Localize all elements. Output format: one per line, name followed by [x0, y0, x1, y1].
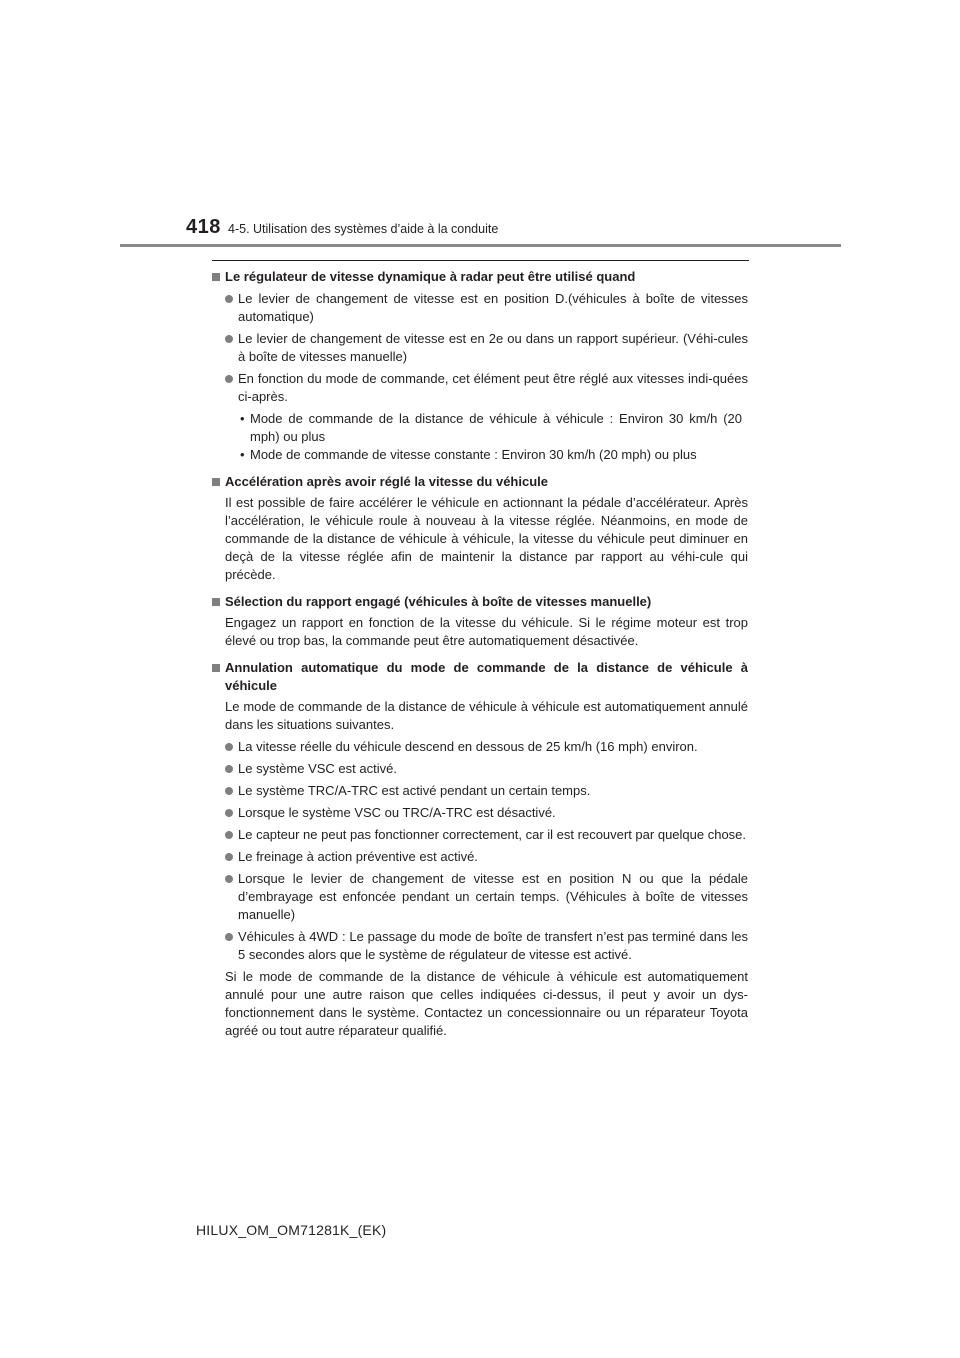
list-item — [212, 848, 748, 866]
round-bullet-icon — [225, 853, 233, 861]
paragraph: Engagez un rapport en fonction de la vitesse du véhicule. Si le régime moteur est trop élevé ou trop bas, la commande peut être automatiquement désactivée. — [225, 615, 748, 648]
list-item — [212, 738, 748, 756]
list-item — [212, 290, 748, 326]
paragraph: Le mode de commande de la distance de véhicule à véhicule est automatiquement annulé dans les situations suivantes. — [225, 699, 748, 732]
list-item — [212, 804, 748, 822]
list-item-text: En fonction du mode de commande, cet élément peut être réglé aux vitesses indi-quées ci-après. — [238, 371, 748, 404]
list-item-text: Le système VSC est activé. — [238, 761, 397, 776]
sub-list — [212, 410, 748, 464]
heading-acceleration — [212, 473, 748, 491]
round-bullet-icon — [225, 809, 233, 817]
round-bullet-icon — [225, 295, 233, 303]
list-item-text: La vitesse réelle du véhicule descend en dessous de 25 km/h (16 mph) environ. — [238, 739, 698, 754]
square-bullet-icon — [212, 664, 220, 672]
heading-conditions — [212, 268, 748, 286]
header-rule — [120, 244, 841, 247]
heading-text: Le régulateur de vitesse dynamique à radar peut être utilisé quand — [225, 269, 636, 284]
list-item — [212, 928, 748, 964]
section-divider — [212, 260, 749, 261]
list-item-text: Lorsque le levier de changement de vitesse est en position N ou que la pédale d’embrayage est enfoncée pendant un certain temps. (Véhicules à boîte de vitesses manuelle) — [238, 871, 748, 922]
heading-text: Sélection du rapport engagé (véhicules à boîte de vitesses manuelle) — [225, 594, 652, 609]
sub-list-item — [212, 410, 748, 446]
square-bullet-icon — [212, 478, 220, 486]
sub-list-item-text: Mode de commande de la distance de véhicule à véhicule : Environ 30 km/h (20 mph) ou plus — [250, 411, 742, 444]
list-item — [212, 330, 748, 366]
heading-auto-cancel — [212, 659, 748, 695]
round-bullet-icon — [225, 765, 233, 773]
square-bullet-icon — [212, 598, 220, 606]
list-item — [212, 370, 748, 406]
list-item — [212, 870, 748, 924]
paragraph: Il est possible de faire accélérer le véhicule en actionnant la pédale d’accélérateur. Après l’accélération, le véhicule roule à nouveau à la vitesse réglée. Néanmoins, en mode de commande de la distance de véhicule à véhicule, la vitesse du véhicule peut diminuer en deçà de la vitesse réglée afin de maintenir la distance par rapport au véhi-cule qui précède. — [225, 495, 748, 582]
heading-gear-selection — [212, 593, 748, 611]
square-bullet-icon — [212, 273, 220, 281]
heading-text: Annulation automatique du mode de commande de la distance de véhicule à véhicule — [225, 660, 748, 693]
round-bullet-icon — [225, 933, 233, 941]
round-bullet-icon — [225, 335, 233, 343]
list-item-text: Le capteur ne peut pas fonctionner correctement, car il est recouvert par quelque chose. — [238, 827, 747, 842]
sub-list-item-text: Mode de commande de vitesse constante : Environ 30 km/h (20 mph) ou plus — [250, 447, 697, 462]
list-item — [212, 826, 748, 844]
round-bullet-icon — [225, 831, 233, 839]
list-item-text: Le freinage à action préventive est activé. — [238, 849, 478, 864]
list-item — [212, 782, 748, 800]
sub-list-item — [212, 446, 748, 464]
list-item — [212, 760, 748, 778]
page-number: 418 — [186, 216, 221, 238]
round-bullet-icon — [225, 875, 233, 883]
round-bullet-icon — [225, 743, 233, 751]
round-bullet-icon — [225, 787, 233, 795]
list-item-text: Le levier de changement de vitesse est en 2e ou dans un rapport supérieur. (Véhi-cules à boîte de vitesses manuelle) — [238, 331, 748, 364]
list-item-text: Véhicules à 4WD : Le passage du mode de boîte de transfert n’est pas terminé dans les 5 secondes alors que le système de régulateur de vitesse est activé. — [238, 929, 748, 962]
small-dot-icon: • — [240, 447, 245, 462]
list-item-text: Le système TRC/A-TRC est activé pendant un certain temps. — [238, 783, 591, 798]
section-title: 4-5. Utilisation des systèmes d’aide à la conduite — [228, 222, 499, 236]
list-item-text: Lorsque le système VSC ou TRC/A-TRC est désactivé. — [238, 805, 556, 820]
document-id: HILUX_OM_OM71281K_(EK) — [196, 1222, 387, 1238]
heading-text: Accélération après avoir réglé la vitesse du véhicule — [225, 474, 548, 489]
closing-paragraph: Si le mode de commande de la distance de véhicule à véhicule est automatiquement annulé pour une autre raison que celles indiquées ci-dessus, il peut y avoir un dys-fonctionnement dans le système. Contactez un concessionnaire ou un réparateur Toyota agréé ou tout autre réparateur qualifié. — [225, 969, 748, 1038]
round-bullet-icon — [225, 375, 233, 383]
list-item-text: Le levier de changement de vitesse est en position D.(véhicules à boîte de vitesses automatique) — [238, 291, 748, 324]
page-content — [212, 268, 748, 1040]
small-dot-icon: • — [240, 411, 245, 426]
